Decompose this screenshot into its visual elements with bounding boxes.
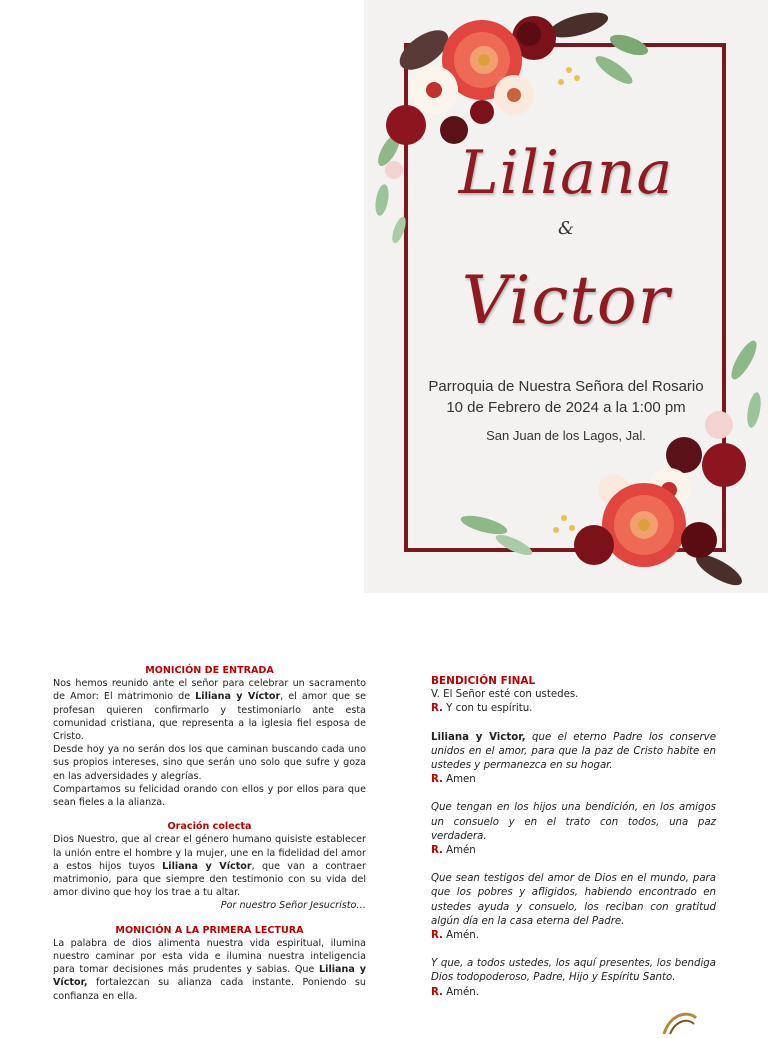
response-label: R.: [431, 930, 443, 942]
monicion-entrada-paragraph: [53, 677, 366, 743]
oracion-colecta-paragraph: [53, 833, 366, 899]
response-label: R.: [431, 774, 443, 786]
invitation-card: [364, 0, 768, 593]
monicion-paragraph-2: Desde hoy ya no serán dos los que caminan buscando cada uno sus propios intereses, sino que serán uno solo que sufre y goza en las adversidades y alegrías.: [53, 744, 366, 782]
oracion-closing: Por nuestro Señor Jesucristo…: [220, 900, 366, 912]
response-text: Amén: [442, 845, 476, 857]
blessing-4: Y que, a todos ustedes, los aquí presentes, los bendiga Dios todopoderoso, Padre, Hijo y Espíritu Santo.: [431, 958, 716, 984]
response-label: R.: [431, 986, 443, 998]
blessing-3: Que sean testigos del amor de Dios en el mundo, para que los pobres y afligidos, habiendo encontrado en ustedes ayuda y consuelo, los reciban con gratitud algún día en la casa eterna del Padre.: [431, 873, 716, 927]
response-text: Y con tu espíritu.: [442, 703, 533, 715]
blessing-1: [431, 731, 716, 774]
response-label: R.: [431, 703, 443, 715]
bendicion-final-title: BENDICIÓN FINAL: [431, 675, 536, 687]
event-date: 10 de Febrero de 2024 a la 1:00 pm: [446, 399, 686, 416]
couple-names: Liliana y Victor,: [431, 731, 526, 743]
couple-names: Liliana y Víctor: [195, 691, 281, 703]
corner-ornament-icon: [660, 1008, 700, 1038]
response-4: [431, 929, 716, 943]
response-text: Amén.: [442, 986, 480, 998]
right-column: [431, 674, 716, 1000]
monicion-entrada-title: MONICIÓN DE ENTRADA: [145, 665, 274, 676]
text-segment: , el amor que se profesan quieren confirmarlo y testimoniarlo ante esta comunidad cristiana, que representa a la iglesia fiel esposa de Cristo.: [53, 691, 366, 743]
oracion-colecta-title: Oración colecta: [167, 821, 252, 833]
response-text: Amén.: [442, 930, 480, 942]
primera-lectura-paragraph: [53, 937, 366, 1003]
text-segment: Nos hemos reunido ante el señor para celebrar un sacramento de Amor: El matrimonio de: [53, 678, 366, 703]
text-segment: fortalezcan su alianza cada instante. Poniendo su confianza en ella.: [53, 977, 366, 1002]
primera-lectura-title: MONICIÓN A LA PRIMERA LECTURA: [115, 924, 304, 936]
response-label: R.: [431, 845, 443, 857]
venue-name: Parroquia de Nuestra Señora del Rosario: [428, 378, 704, 395]
bride-name: Liliana: [458, 138, 674, 208]
couple-names: Liliana y Víctor,: [53, 964, 366, 989]
versicle-1: V. El Señor esté con ustedes.: [431, 689, 579, 701]
response-5: [431, 986, 716, 1000]
monicion-paragraph-3: Compartamos su felicidad orando con ellos y por ellos para que sean fieles a la alianza.: [53, 783, 366, 809]
left-column: [53, 664, 366, 1003]
text-segment: La palabra de dios alimenta nuestra vida espiritual, ilumina nuestro caminar por esta vida e ilumina nuestra inteligencia para tomar decisiones más prudentes y sabias. Que: [53, 937, 366, 976]
response-1: [431, 702, 716, 716]
couple-names: Liliana y Víctor: [162, 860, 252, 872]
response-3: [431, 844, 716, 858]
text-segment: que el eterno Padre los conserve unidos en el amor, para que la paz de Cristo habite en ustedes y permanezca en su hogar.: [431, 731, 716, 772]
text-segment: Dios Nuestro, que al crear el género humano quisiste establecer la unión entre el hombre y la mujer, une en la fidelidad del amor a estos hijos tuyos: [53, 834, 366, 872]
groom-name: Victor: [461, 262, 671, 339]
event-city: San Juan de los Lagos, Jal.: [486, 428, 646, 443]
text-segment: , que van a contraer matrimonio, para que siempre den testimonio con su vida del amor divino que hoy los trae a tu altar.: [53, 860, 367, 899]
venue-block: [364, 376, 768, 418]
ampersand: &: [557, 218, 575, 239]
blessing-2: Que tengan en los hijos una bendición, en los amigos un consuelo y en el trato con todos, una paz verdadera.: [431, 802, 716, 842]
response-2: [431, 773, 716, 787]
response-text: Amen: [442, 774, 476, 786]
